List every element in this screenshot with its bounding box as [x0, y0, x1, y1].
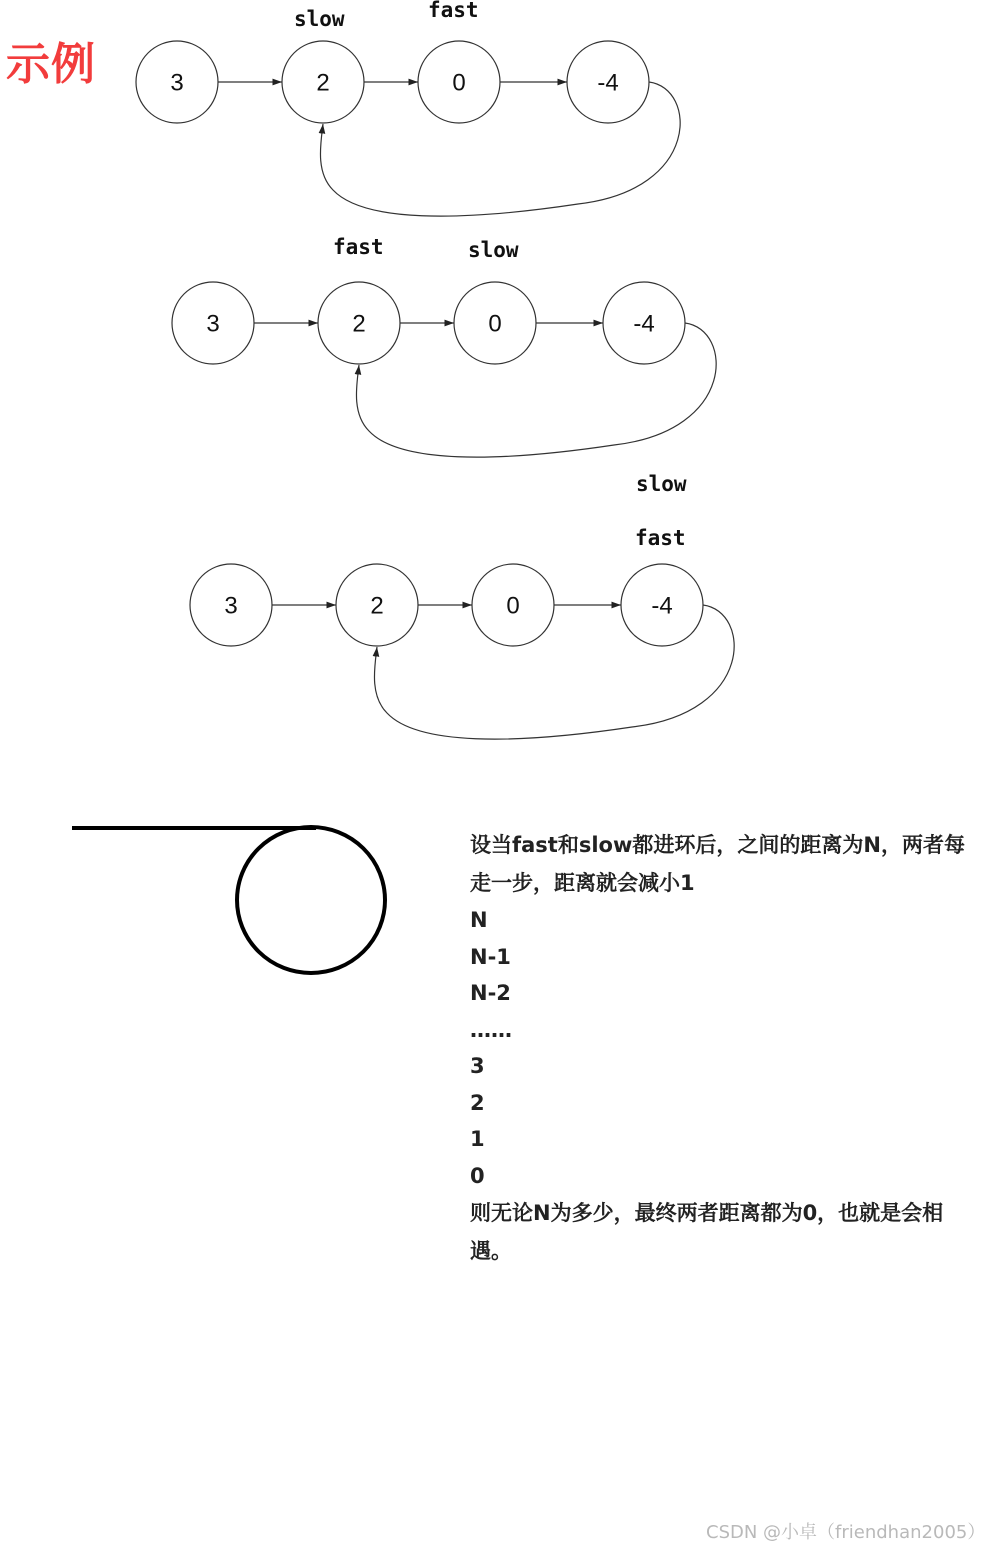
pointer-label-fast: fast	[428, 0, 479, 22]
explanation-conclusion: 则无论N为多少，最终两者距离都为0，也就是会相遇。	[470, 1201, 944, 1263]
node-value: -4	[633, 310, 655, 338]
list-node	[603, 282, 685, 364]
list-node	[472, 564, 554, 646]
explanation-paragraph: 设当fast和slow都进环后，之间的距离为N，两者每走一步，距离就会减小1	[470, 833, 965, 895]
list-node	[282, 41, 364, 123]
node-value: 2	[316, 69, 330, 97]
distance-line: 2	[470, 1090, 485, 1115]
pointer-label-fast: fast	[635, 526, 686, 550]
distance-line: 0	[470, 1163, 485, 1188]
list-node	[318, 282, 400, 364]
list-node	[136, 41, 218, 123]
list-node	[336, 564, 418, 646]
linked-list-row	[136, 0, 680, 216]
csdn-watermark: CSDN @小卓（friendhan2005）	[706, 1522, 986, 1543]
distance-line: 1	[470, 1127, 485, 1151]
pointer-label-fast: fast	[333, 235, 384, 259]
cycle-circle	[237, 827, 385, 973]
list-node	[454, 282, 536, 364]
node-value: 3	[170, 69, 184, 97]
node-value: 0	[488, 310, 502, 338]
distance-line: 3	[470, 1054, 485, 1078]
cycle-sketch	[72, 827, 385, 973]
linked-list-row	[190, 472, 734, 739]
list-node	[172, 282, 254, 364]
node-value: -4	[651, 592, 673, 620]
node-value: 0	[452, 69, 466, 97]
list-node	[418, 41, 500, 123]
list-node	[190, 564, 272, 646]
distance-line: N-1	[470, 944, 511, 969]
node-value: 2	[352, 310, 366, 338]
distance-line: N-2	[470, 981, 511, 1005]
node-value: 2	[370, 592, 384, 620]
pointer-label-slow: slow	[636, 472, 687, 496]
node-value: 0	[506, 592, 520, 620]
distance-line: N	[470, 908, 488, 932]
node-value: -4	[597, 69, 619, 97]
linked-list-row	[172, 235, 716, 457]
node-value: 3	[206, 310, 220, 338]
example-title: 示例	[6, 39, 96, 90]
pointer-label-slow: slow	[294, 7, 345, 31]
node-value: 3	[224, 592, 238, 620]
list-node	[567, 41, 649, 123]
list-node	[621, 564, 703, 646]
distance-line: ……	[470, 1017, 512, 1042]
pointer-label-slow: slow	[468, 238, 519, 262]
explanation-text	[470, 826, 980, 1270]
